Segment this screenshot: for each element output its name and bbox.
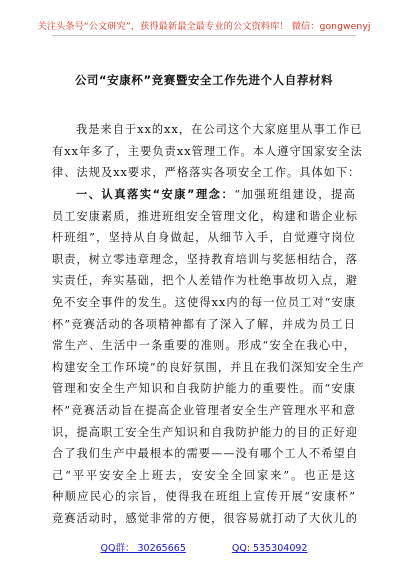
footer-qq-group[interactable]: QQ群： 30265665 bbox=[100, 543, 186, 554]
body-line-8: 实责任，奔实基础，把个人差错作为杜绝事故切入点，避 bbox=[52, 274, 358, 287]
body-line-16: 合了我们生产中最根本的需要——没有哪个工人不希望自 bbox=[52, 447, 358, 460]
body-line-11: 常生产、生活中一条重要的准则。形成“安全在我心中， bbox=[52, 339, 356, 352]
header-banner: 关注头条号“公文研究”，获得最新最全最专业的公文资料库！ 微信：gongwenyj bbox=[37, 21, 371, 32]
body-line-3: 律、法规及xx要求，严格落实各项安全工作。具体如下： bbox=[52, 166, 361, 179]
document-title: 公司“安康杯”竞赛暨安全工作先进个人自荐材料 bbox=[74, 73, 334, 87]
body-line-9: 免不安全事件的发生。这使得xx内的每一位员工对“安康 bbox=[52, 296, 356, 309]
body-line-15: 识，提高职工安全生产知识和自我防护能力的目的正好迎 bbox=[52, 426, 358, 439]
body-line-18: 种顺应民心的宗旨，使得我在班组上宣传开展“安康杯” bbox=[52, 490, 356, 503]
body-line-10: 杯”竞赛活动的各项精神都有了深入了解，并成为员工日 bbox=[52, 318, 356, 331]
body-line-5: 员工安康素质，推进班组安全管理文化，构建和谐企业标 bbox=[52, 210, 358, 223]
body-line-4: 一、认真落实“安康”理念：“加强班组建设，提高 bbox=[76, 188, 356, 201]
body-line-2: 有xx年多了，主要负责xx管理工作。本人遵守国家安全法 bbox=[52, 145, 363, 158]
footer-qq-number[interactable]: QQ: 535304092 bbox=[231, 543, 308, 554]
footer-contact bbox=[0, 540, 408, 554]
section-heading: 一、认真落实“安康”理念： bbox=[76, 188, 235, 201]
header-divider bbox=[52, 35, 356, 36]
body-line-13: 管理和安全生产知识和自我防护能力的重要性。而“安康 bbox=[52, 382, 356, 395]
body-line-7: 职责，树立零违章理念，坚持教育培训与奖惩相结合，落 bbox=[52, 253, 358, 266]
body-line-19: 竞赛活动时，感觉非常的方便，很容易就打动了大伙儿的 bbox=[52, 512, 358, 525]
body-line-1: 我是来自于xx的xx，在公司这个大家庭里从事工作已 bbox=[76, 123, 363, 136]
body-line-17: 己“平平安安全上班去，安安全全回家来”。也正是这 bbox=[52, 469, 356, 482]
body-line-12: 构建安全工作环境”的良好氛围，并且在我们深知安全生产 bbox=[52, 361, 365, 374]
body-line-6: 杆班组”，坚持从自身做起，从细节入手，自觉遵守岗位 bbox=[52, 231, 356, 244]
body-line-14: 杯”竞赛活动旨在提高企业管理者安全生产管理水平和意 bbox=[52, 404, 356, 417]
